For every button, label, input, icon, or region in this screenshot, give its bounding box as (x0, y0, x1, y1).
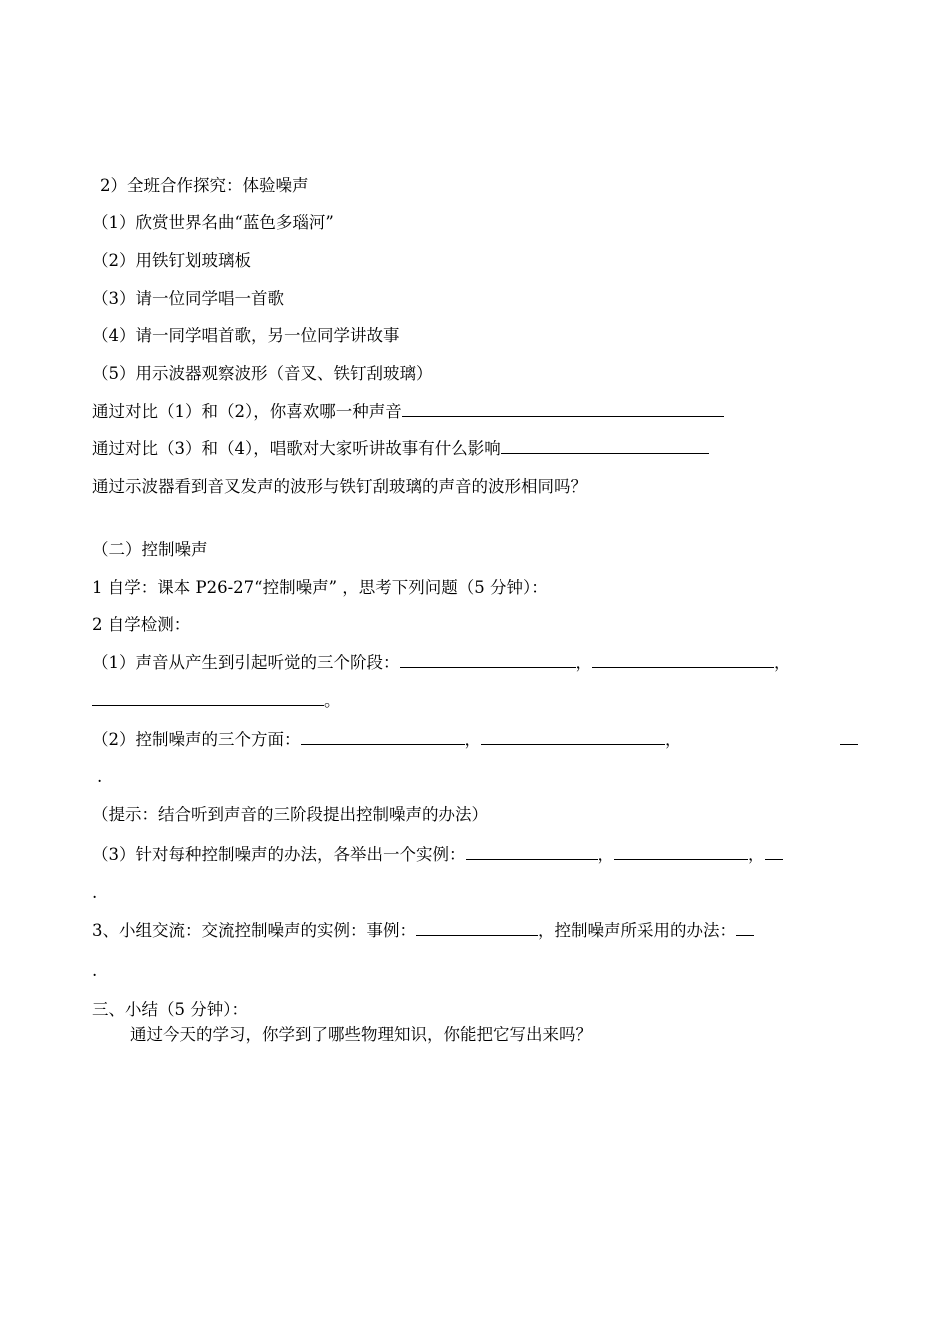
question (92, 729, 682, 751)
instruction: 1 自学：课本 P26-27“控制噪声” ，思考下列问题（5 分钟）： (92, 578, 548, 597)
question-text: 通过对比（1）和（2），你喜欢哪一种声音 (92, 402, 402, 421)
line-dot: . (92, 883, 98, 902)
separator: 。 (324, 691, 341, 710)
question-text: （1）声音从产生到引起听觉的三个阶段： (92, 653, 400, 672)
answer-blank[interactable] (466, 844, 598, 860)
answer-blank[interactable] (416, 920, 538, 936)
answer-blank[interactable] (92, 690, 324, 706)
question (92, 652, 791, 674)
separator: ， (597, 845, 614, 864)
answer-blank-tail[interactable] (840, 729, 858, 751)
separator: ， (748, 845, 765, 864)
answer-blank[interactable] (481, 729, 665, 745)
list-item: （4）请一同学唱首歌，另一位同学讲故事 (92, 326, 400, 345)
separator: ， (464, 730, 481, 749)
question-text: （2）控制噪声的三个方面： (92, 730, 301, 749)
answer-blank[interactable] (400, 652, 576, 668)
summary-text: 通过今天的学习，你学到了哪些物理知识，你能把它写出来吗？ (130, 1025, 592, 1044)
question-text: ，控制噪声所采用的办法： (538, 921, 736, 940)
line-dot: . (97, 767, 103, 786)
question: 通过示波器看到音叉发声的波形与铁钉刮玻璃的声音的波形相同吗？ (92, 477, 587, 496)
separator: ， (665, 730, 682, 749)
section-heading: 2）全班合作探究：体验噪声 (100, 176, 309, 195)
line-dot: . (92, 961, 98, 980)
answer-blank[interactable] (501, 438, 709, 454)
list-item: （1）欣赏世界名曲“蓝色多瑙河” (92, 213, 334, 232)
answer-blank[interactable] (765, 844, 783, 860)
question (92, 920, 754, 942)
answer-blank[interactable] (736, 920, 754, 936)
instruction: 2 自学检测： (92, 615, 191, 634)
question (92, 401, 724, 423)
list-item: （5）用示波器观察波形（音叉、铁钉刮玻璃） (92, 364, 433, 383)
separator: ， (575, 653, 592, 672)
question-text: 通过对比（3）和（4），唱歌对大家听讲故事有什么影响 (92, 439, 501, 458)
section-heading: 三、小结（5 分钟）： (92, 1000, 248, 1019)
separator: ， (774, 653, 791, 672)
hint-text: （提示：结合听到声音的三阶段提出控制噪声的办法） (92, 805, 488, 824)
list-item: （2）用铁钉划玻璃板 (92, 251, 251, 270)
question-text: 3、小组交流：交流控制噪声的实例：事例： (92, 921, 416, 940)
question (92, 438, 709, 460)
answer-blank[interactable] (592, 652, 774, 668)
question (92, 844, 783, 866)
question-text: （3）针对每种控制噪声的办法，各举出一个实例： (92, 845, 466, 864)
answer-blank[interactable] (402, 401, 724, 417)
answer-blank[interactable] (614, 844, 748, 860)
answer-blank[interactable] (301, 729, 465, 745)
question-continued (92, 690, 341, 712)
list-item: （3）请一位同学唱一首歌 (92, 289, 284, 308)
section-heading: （二）控制噪声 (92, 540, 208, 559)
